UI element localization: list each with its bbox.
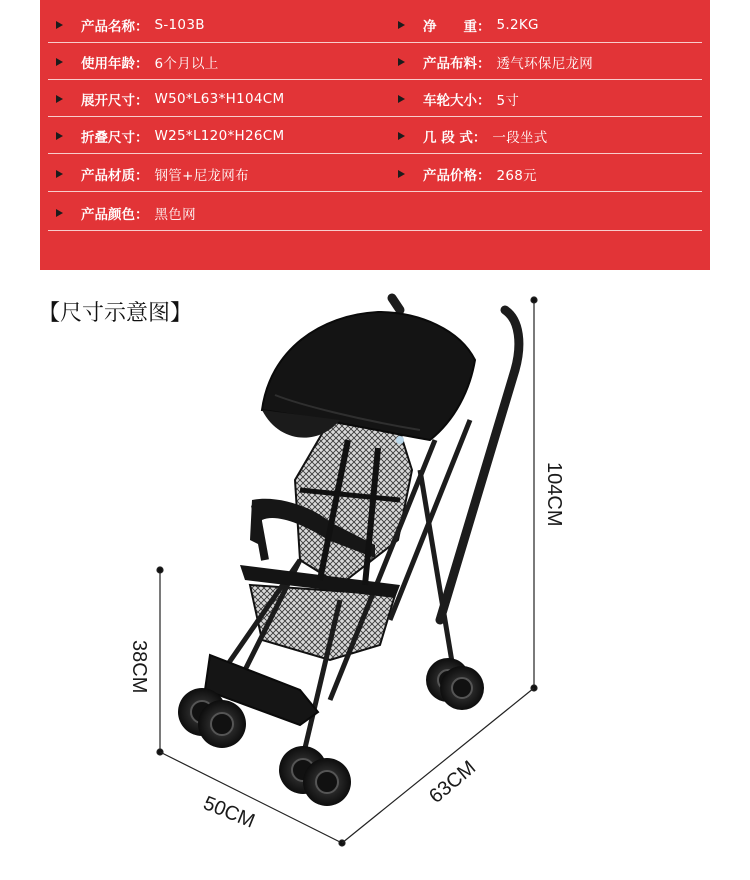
bullet-icon: [398, 21, 405, 29]
spec-row: [40, 155, 710, 192]
spec-value: 黑色网: [154, 206, 196, 223]
bullet-icon: [56, 95, 63, 103]
spec-value: W25*L120*H26CM: [154, 127, 285, 144]
divider: [48, 153, 702, 154]
spec-label: 产品材质：: [81, 167, 149, 184]
rear-wheels: [426, 658, 484, 710]
spec-label: 产品名称：: [81, 18, 149, 35]
spec-item-color: [56, 194, 196, 231]
width-label: 50CM: [200, 792, 258, 833]
spec-item-unfolded-size: [56, 80, 284, 117]
dimension-diagram: [0, 280, 750, 880]
spec-item-model: [56, 6, 205, 43]
spec-label: 产品颜色：: [81, 206, 149, 223]
spec-row: [40, 6, 710, 43]
spec-label: 展开尺寸：: [81, 92, 149, 109]
bullet-icon: [56, 170, 63, 178]
spec-item-seat-type: [398, 117, 548, 154]
bullet-icon: [398, 95, 405, 103]
spec-label: 折叠尺寸：: [81, 129, 149, 146]
spec-value: S-103B: [154, 16, 205, 33]
bullet-icon: [398, 58, 405, 66]
spec-item-wheel-size: [398, 80, 519, 117]
spec-label: 几 段 式：: [423, 129, 487, 146]
spec-value: 5寸: [496, 92, 520, 109]
divider: [48, 191, 702, 192]
spec-panel: [40, 0, 710, 270]
spec-row: [40, 80, 710, 117]
spec-label: 产品价格：: [423, 167, 491, 184]
seat-mesh: [295, 420, 412, 585]
spec-item-weight: [398, 6, 539, 43]
seat-height-label: 38CM: [128, 640, 150, 694]
spec-row: [40, 117, 710, 154]
bullet-icon: [56, 209, 63, 217]
stroller-illustration: [178, 298, 519, 806]
spec-value: 钢管+尼龙网布: [154, 167, 249, 184]
divider: [48, 230, 702, 231]
spec-label: 产品布料：: [423, 55, 491, 72]
diagram-title: 【尺寸示意图】: [38, 301, 193, 326]
handle-left: [392, 298, 400, 310]
logo-badge: [396, 436, 404, 444]
spec-value: 透气环保尼龙网: [496, 55, 594, 72]
bullet-icon: [56, 132, 63, 140]
spec-value: 6个月以上: [154, 55, 219, 72]
spec-item-fabric: [398, 43, 593, 80]
spec-row: [40, 43, 710, 80]
spec-item-age: [56, 43, 219, 80]
spec-label: 净 重：: [423, 18, 491, 35]
bullet-icon: [56, 58, 63, 66]
bullet-icon: [398, 132, 405, 140]
bullet-icon: [56, 21, 63, 29]
spec-item-material: [56, 155, 249, 192]
spec-label: 车轮大小：: [423, 92, 491, 109]
height-label: 104CM: [543, 462, 565, 527]
spec-row: [40, 194, 710, 231]
spec-value: W50*L63*H104CM: [154, 90, 285, 107]
spec-item-folded-size: [56, 117, 284, 154]
spec-item-price: [398, 155, 537, 192]
spec-value: 268元: [496, 167, 537, 184]
front-wheel-right: [279, 746, 351, 806]
bullet-icon: [398, 170, 405, 178]
length-label: 63CM: [425, 756, 481, 808]
spec-value: 5.2KG: [496, 16, 539, 33]
spec-value: 一段坐式: [492, 129, 548, 146]
spec-label: 使用年龄：: [81, 55, 149, 72]
